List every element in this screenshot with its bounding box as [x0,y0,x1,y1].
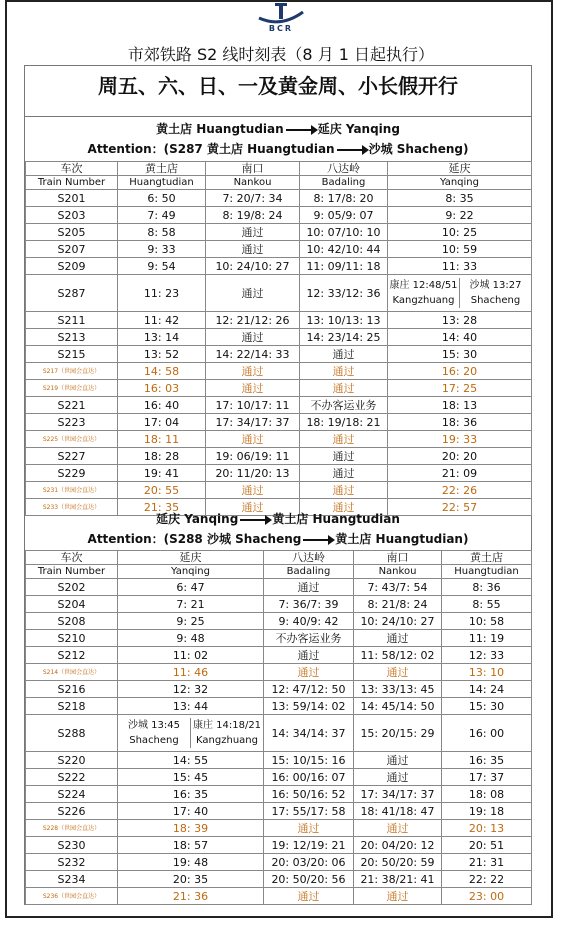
station-time: 20: 55 [118,482,206,499]
header-row-cn [26,551,532,565]
train-number: S236（世园会直达） [26,888,118,905]
table-row [26,346,532,363]
station-time: 22: 22 [442,871,532,888]
station-time: 12: 33 [442,647,532,664]
column-header: 黄土店 [118,162,206,176]
inbound-route-heading [25,510,531,528]
station-time: 19: 18 [442,803,532,820]
logo [251,2,311,38]
train-number: S222 [26,769,118,786]
station-time: 8: 58 [118,224,206,241]
station-time: 13: 28 [388,312,532,329]
table-row [26,579,532,596]
station-time: 沙城 13:45 [128,720,180,731]
station-time: 18: 39 [118,820,264,837]
column-header-en: Train Number [26,176,118,190]
station-time: 康庄 12:48/51 [389,280,458,291]
station-time: 11: 58/12: 02 [354,647,442,664]
station-time: 10: 42/10: 44 [300,241,388,258]
station-time: 18: 08 [442,786,532,803]
station-time: 21: 09 [388,465,532,482]
column-header: 车次 [26,162,118,176]
station-time: 8: 55 [442,596,532,613]
station-time: 19: 33 [388,431,532,448]
train-number: S218 [26,698,118,715]
table-row [26,647,532,664]
logo-text: BCR [268,24,294,33]
station-time: 6: 50 [118,190,206,207]
station-time: 11: 33 [388,258,532,275]
station-time: 16: 03 [118,380,206,397]
bcr-railway-logo-icon [257,2,305,24]
table-row-special [26,715,532,752]
divider [25,116,531,117]
station-time: 通过 [354,664,442,681]
table-row [26,769,532,786]
train-number: S216 [26,681,118,698]
station-time: 18: 13 [388,397,532,414]
train-number: S203 [26,207,118,224]
table-row [26,329,532,346]
station-time: 通过 [300,380,388,397]
intermediate-station [388,278,459,308]
station-time: 通过 [206,482,300,499]
station-time: 6: 47 [118,579,264,596]
station-time: 14: 24 [442,681,532,698]
station-time: 9: 05/9: 07 [300,207,388,224]
station-time: 7: 43/7: 54 [354,579,442,596]
station-time: 20: 20 [388,448,532,465]
table-row [26,820,532,837]
station-time: 13: 14 [118,329,206,346]
station-time: 14: 22/14: 33 [206,346,300,363]
column-header: 南口 [354,551,442,565]
station-time: 20: 03/20: 06 [264,854,354,871]
column-header-en: Huangtudian [442,565,532,579]
column-header: 黄土店 [442,551,532,565]
column-header-en: Badaling [264,565,354,579]
table-row [26,871,532,888]
timetable-frame [24,65,532,905]
station-time: 16: 20 [388,363,532,380]
station-time: 7: 49 [118,207,206,224]
station-time: 17: 55/17: 58 [264,803,354,820]
train-number: S220 [26,752,118,769]
station-time: 19: 12/19: 21 [264,837,354,854]
station-time: 通过 [264,888,354,905]
station-time: 8: 19/8: 24 [206,207,300,224]
table-row [26,414,532,431]
train-number: S202 [26,579,118,596]
table-row [26,752,532,769]
train-number: S208 [26,613,118,630]
table-row [26,380,532,397]
arrow-right-icon [240,519,270,521]
train-number: S234 [26,871,118,888]
table-row [26,312,532,329]
table-row [26,397,532,414]
column-header: 八达岭 [264,551,354,565]
table-row [26,224,532,241]
outbound-timetable [25,161,532,516]
split-stations-cell [388,275,532,312]
route-from: 延庆 Yanqing [156,512,239,526]
column-header-en: Badaling [300,176,388,190]
station-time: 17: 34/17: 37 [206,414,300,431]
train-number: S233（世园会直达） [26,499,118,516]
table-row [26,596,532,613]
inbound-attention-note [25,530,531,548]
station-time: 17: 34/17: 37 [354,786,442,803]
station-time: 17: 37 [442,769,532,786]
station-time: 13: 33/13: 45 [354,681,442,698]
train-number: S224 [26,786,118,803]
station-time: 20: 51 [442,837,532,854]
table-row [26,613,532,630]
station-time: 11: 02 [118,647,264,664]
station-time: 7: 36/7: 39 [264,596,354,613]
station-time: 不办客运业务 [264,630,354,647]
timetable-sheet [5,0,553,918]
station-time: 通过 [206,329,300,346]
station-time: 13: 52 [118,346,206,363]
table-row [26,888,532,905]
train-number: S215 [26,346,118,363]
station-time: 20: 50/20: 59 [354,854,442,871]
column-header: 延庆 [118,551,264,565]
attention-suffix: 沙城 Shacheng) [368,142,469,156]
split-stations [388,275,531,311]
table-row [26,837,532,854]
station-time: 11: 19 [442,630,532,647]
outbound-route-heading [25,120,531,138]
station-time: 11: 42 [118,312,206,329]
station-time: 通过 [206,241,300,258]
train-number: S221 [26,397,118,414]
inbound-timetable [25,550,532,905]
station-time: 14: 55 [118,752,264,769]
station-time: 14: 58 [118,363,206,380]
station-time: 通过 [300,346,388,363]
station-time: 通过 [354,888,442,905]
train-number: S217（世园会直达） [26,363,118,380]
station-time: 17: 10/17: 11 [206,397,300,414]
document-title: 市郊铁路 S2 线时刻表（8 月 1 日起执行） [127,45,435,64]
table-row [26,207,532,224]
station-time: 9: 48 [118,630,264,647]
station-name-en: Shacheng [129,735,179,746]
table-row [26,681,532,698]
train-number: S288 [26,715,118,752]
column-header: 八达岭 [300,162,388,176]
station-time: 8: 17/8: 20 [300,190,388,207]
station-time: 通过 [300,482,388,499]
station-time: 8: 35 [388,190,532,207]
station-time: 10: 25 [388,224,532,241]
arrow-right-icon [303,539,333,541]
station-time: 15: 10/15: 16 [264,752,354,769]
route-from: 黄土店 Huangtudian [156,122,284,136]
split-stations [118,715,263,751]
station-time: 20: 11/20: 13 [206,465,300,482]
station-time: 23: 00 [442,888,532,905]
station-time: 8: 21/8: 24 [354,596,442,613]
station-time: 11: 23 [118,275,206,312]
train-number: S210 [26,630,118,647]
station-time: 不办客运业务 [300,397,388,414]
station-time: 9: 25 [118,613,264,630]
header-row-en [26,565,532,579]
table-row-special [26,275,532,312]
station-time: 10: 24/10: 27 [354,613,442,630]
station-time: 19: 41 [118,465,206,482]
station-time: 18: 36 [388,414,532,431]
station-time: 17: 25 [388,380,532,397]
table-row [26,465,532,482]
train-number: S204 [26,596,118,613]
station-time: 11: 09/11: 18 [300,258,388,275]
route-to: 黄土店 Huangtudian [272,512,400,526]
table-row [26,241,532,258]
station-time: 通过 [354,820,442,837]
station-time: 20: 35 [118,871,264,888]
column-header-en: Yanqing [388,176,532,190]
station-time: 22: 57 [388,499,532,516]
intermediate-station [118,718,190,748]
station-time: 14: 23/14: 25 [300,329,388,346]
station-name-en: Kangzhuang [392,295,455,306]
station-time: 14: 40 [388,329,532,346]
header-row-en [26,176,532,190]
table-row [26,786,532,803]
train-number: S219（世园会直达） [26,380,118,397]
station-time: 13: 44 [118,698,264,715]
intermediate-station [190,718,263,748]
train-number: S225（世园会直达） [26,431,118,448]
station-time: 9: 33 [118,241,206,258]
attention-prefix: Attention：(S287 黄土店 Huangtudian [87,142,335,156]
station-time: 20: 50/20: 56 [264,871,354,888]
station-time: 16: 50/16: 52 [264,786,354,803]
station-time: 16: 35 [442,752,532,769]
station-time: 通过 [300,499,388,516]
station-time: 16: 00/16: 07 [264,769,354,786]
station-time: 21: 31 [442,854,532,871]
table-row [26,630,532,647]
train-number: S211 [26,312,118,329]
attention-prefix: Attention：(S288 沙城 Shacheng [87,532,302,546]
split-stations-cell [118,715,264,752]
table-row [26,258,532,275]
station-time: 19: 48 [118,854,264,871]
station-time: 7: 20/7: 34 [206,190,300,207]
station-time: 14: 34/14: 37 [264,715,354,752]
station-time: 16: 40 [118,397,206,414]
train-number: S229 [26,465,118,482]
column-header-en: Nankou [206,176,300,190]
table-row [26,664,532,681]
station-time: 9: 22 [388,207,532,224]
outbound-attention-note [25,140,531,158]
station-time: 16: 00 [442,715,532,752]
station-time: 15: 45 [118,769,264,786]
operating-days-subtitle: 周五、六、日、一及黄金周、小长假开行 [98,74,458,98]
station-time: 20: 13 [442,820,532,837]
station-time: 16: 35 [118,786,264,803]
station-time: 22: 26 [388,482,532,499]
station-time: 17: 40 [118,803,264,820]
station-time: 18: 19/18: 21 [300,414,388,431]
station-time: 康庄 14:18/21 [192,720,262,731]
station-time: 通过 [354,752,442,769]
train-number: S223 [26,414,118,431]
station-time: 21: 35 [118,499,206,516]
table-row [26,448,532,465]
train-number: S214（世园会直达） [26,664,118,681]
header-row-cn [26,162,532,176]
table-row [26,482,532,499]
station-time: 通过 [206,275,300,312]
train-number: S232 [26,854,118,871]
table-row [26,854,532,871]
train-number: S231（世园会直达） [26,482,118,499]
arrow-right-icon [286,129,316,131]
station-time: 13: 59/14: 02 [264,698,354,715]
station-time: 15: 30 [442,698,532,715]
station-time: 12: 21/12: 26 [206,312,300,329]
train-number: S227 [26,448,118,465]
station-time: 通过 [206,363,300,380]
train-number: S205 [26,224,118,241]
station-time: 21: 36 [118,888,264,905]
train-number: S207 [26,241,118,258]
station-time: 17: 04 [118,414,206,431]
train-number: S213 [26,329,118,346]
column-header: 南口 [206,162,300,176]
station-time: 20: 04/20: 12 [354,837,442,854]
station-time: 通过 [264,664,354,681]
station-time: 通过 [300,448,388,465]
train-number: S230 [26,837,118,854]
station-time: 8: 36 [442,579,532,596]
column-header: 车次 [26,551,118,565]
station-time: 10: 58 [442,613,532,630]
intermediate-station [459,278,531,308]
station-time: 9: 54 [118,258,206,275]
column-header: 延庆 [388,162,532,176]
train-number: S228（世园会直达） [26,820,118,837]
arrow-right-icon [337,149,367,151]
table-row [26,190,532,207]
station-time: 通过 [300,431,388,448]
column-header-en: Yanqing [118,565,264,579]
station-time: 9: 40/9: 42 [264,613,354,630]
station-time: 10: 24/10: 27 [206,258,300,275]
station-time: 11: 46 [118,664,264,681]
station-time: 18: 57 [118,837,264,854]
table-row [26,698,532,715]
train-number: S226 [26,803,118,820]
station-time: 沙城 13:27 [469,280,522,291]
station-time: 12: 47/12: 50 [264,681,354,698]
station-time: 通过 [206,431,300,448]
station-time: 19: 06/19: 11 [206,448,300,465]
station-time: 18: 11 [118,431,206,448]
attention-suffix: 黄土店 Huangtudian) [335,532,469,546]
station-time: 10: 07/10: 10 [300,224,388,241]
train-number: S201 [26,190,118,207]
station-time: 通过 [206,224,300,241]
station-time: 15: 30 [388,346,532,363]
train-number: S287 [26,275,118,312]
station-name-en: Shacheng [470,295,521,306]
station-time: 通过 [264,579,354,596]
route-to: 延庆 Yanqing [317,122,400,136]
station-time: 12: 33/12: 36 [300,275,388,312]
station-time: 通过 [264,647,354,664]
station-time: 通过 [354,630,442,647]
station-time: 14: 45/14: 50 [354,698,442,715]
station-name-en: Kangzhuang [196,735,258,746]
station-time: 21: 38/21: 41 [354,871,442,888]
station-time: 18: 41/18: 47 [354,803,442,820]
table-row [26,363,532,380]
station-time: 15: 20/15: 29 [354,715,442,752]
station-time: 10: 59 [388,241,532,258]
column-header-en: Nankou [354,565,442,579]
column-header-en: Train Number [26,565,118,579]
train-number: S209 [26,258,118,275]
station-time: 通过 [206,499,300,516]
station-time: 通过 [300,363,388,380]
station-time: 7: 21 [118,596,264,613]
station-time: 13: 10 [442,664,532,681]
column-header-en: Huangtudian [118,176,206,190]
table-row [26,431,532,448]
station-time: 12: 32 [118,681,264,698]
station-time: 13: 10/13: 13 [300,312,388,329]
station-time: 18: 28 [118,448,206,465]
station-time: 通过 [300,465,388,482]
train-number: S212 [26,647,118,664]
station-time: 通过 [354,769,442,786]
table-row [26,803,532,820]
station-time: 通过 [264,820,354,837]
station-time: 通过 [206,380,300,397]
